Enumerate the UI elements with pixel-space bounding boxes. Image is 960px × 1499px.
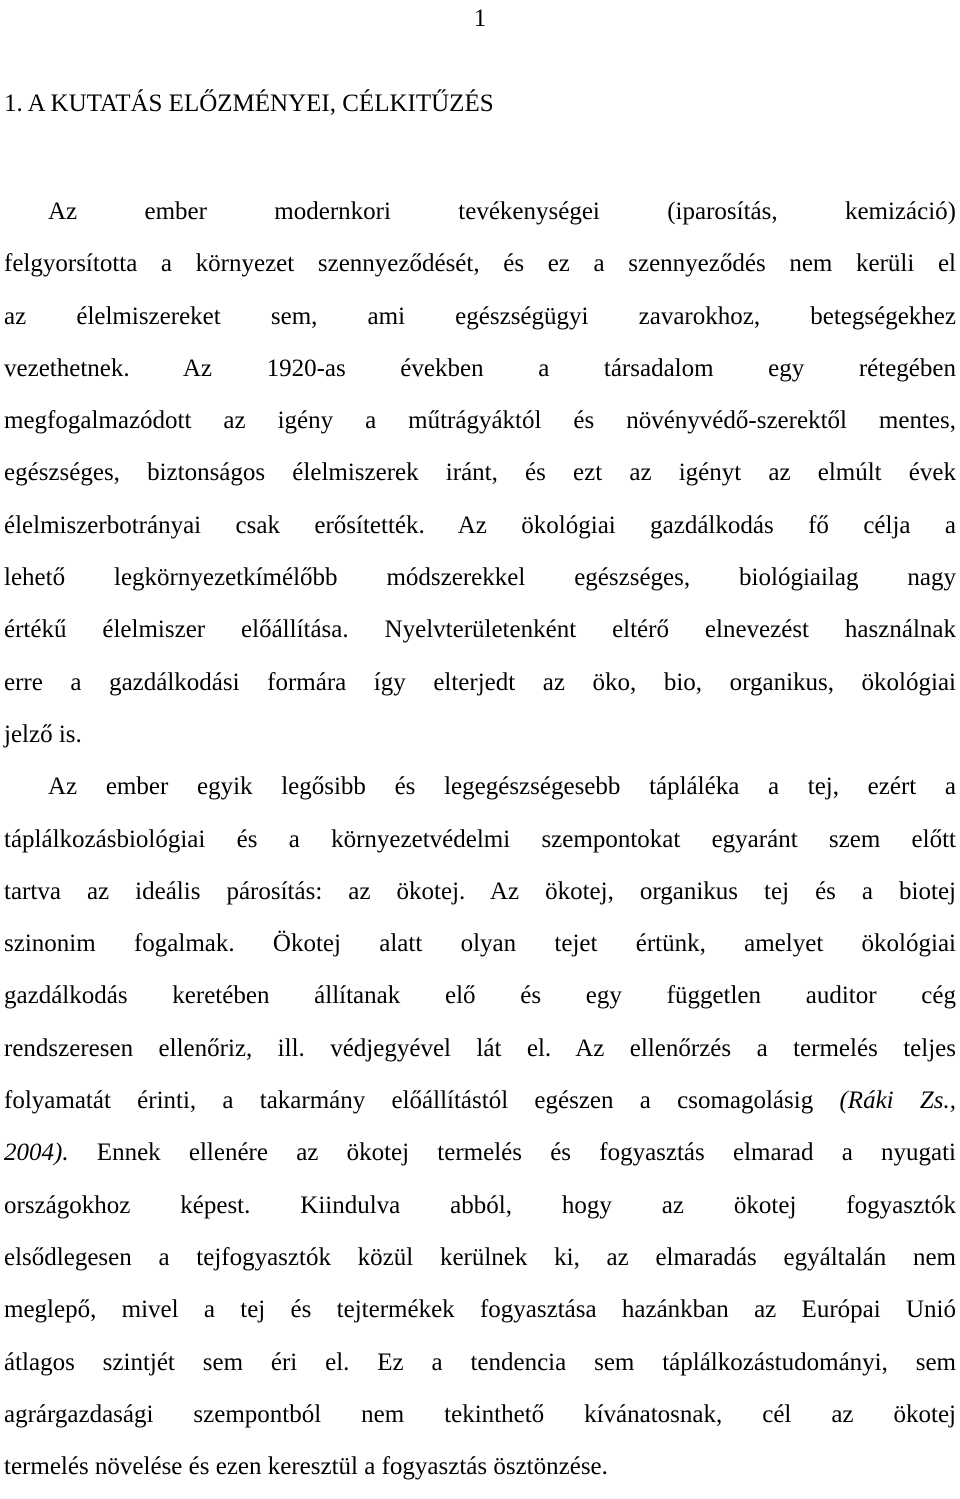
text-line: átlagos szintjét sem éri el. Ez a tendencia sem táplálkozástudományi, sem: [4, 1348, 956, 1376]
text-line: szinonim fogalmak. Ökotej alatt olyan tejet értünk, amelyet ökológiai: [4, 930, 956, 958]
text-segment: folyamatát érinti, a takarmány előállítástól egészen a csomagolásig: [4, 1087, 840, 1115]
text-line: értékű élelmiszer előállítása. Nyelvterületenként eltérő elnevezést használnak: [4, 616, 956, 644]
text-line: táplálkozásbiológiai és a környezetvédelmi szempontokat egyaránt szem előtt: [4, 825, 956, 853]
text-line: az élelmiszereket sem, ami egészségügyi zavarokhoz, betegségekhez: [4, 302, 956, 330]
text-line: agrárgazdasági szempontból nem tekinthető kívánatosnak, cél az ökotej: [4, 1400, 956, 1428]
citation: (Ráki Zs.,: [839, 1087, 956, 1115]
text-line: élelmiszerbotrányai csak erősítették. Az ökológiai gazdálkodás fő célja a: [4, 511, 956, 539]
text-line: tartva az ideális párosítás: az ökotej. Az ökotej, organikus tej és a biotej: [4, 877, 956, 905]
text-line: jelző is.: [4, 720, 82, 748]
chapter-heading: 1. A KUTATÁS ELŐZMÉNYEI, CÉLKITŰZÉS: [4, 90, 494, 117]
text-line: felgyorsította a környezet szennyeződését, és ez a szennyeződés nem kerüli el: [4, 250, 956, 278]
text-line: elsődlegesen a tejfogyasztók közül kerülnek ki, az elmaradás egyáltalán nem: [4, 1243, 956, 1271]
text-line: Az ember modernkori tevékenységei (iparosítás, kemizáció): [48, 198, 956, 225]
text-line: országokhoz képest. Kiindulva abból, hogy az ökotej fogyasztók: [4, 1191, 956, 1219]
text-segment: Ennek ellenére az ökotej termelés és fogyasztás elmarad a nyugati: [68, 1139, 956, 1167]
text-line: egészséges, biztonságos élelmiszerek iránt, és ezt az igényt az elmúlt évek: [4, 459, 956, 487]
page-number: 1: [473, 5, 487, 32]
text-line: erre a gazdálkodási formára így elterjedt az öko, bio, organikus, ökológiai: [4, 668, 956, 696]
text-line: rendszeresen ellenőriz, ill. védjegyével lát el. Az ellenőrzés a termelés teljes: [4, 1034, 956, 1062]
text-line: termelés növelése és ezen keresztül a fogyasztás ösztönzése.: [4, 1453, 608, 1481]
body-text: [4, 186, 956, 1493]
text-line: lehető legkörnyezetkímélőbb módszerekkel egészséges, biológiailag nagy: [4, 564, 956, 592]
text-line: Az ember egyik legősibb és legegészségesebb tápláléka a tej, ezért a: [48, 773, 956, 801]
paragraph-2: [4, 761, 956, 1493]
citation: 2004).: [4, 1139, 69, 1167]
text-line: [4, 1075, 956, 1127]
text-line: meglepő, mivel a tej és tejtermékek fogyasztása hazánkban az Európai Unió: [4, 1296, 956, 1324]
text-line: megfogalmazódott az igény a műtrágyáktól és növényvédő-szerektől mentes,: [4, 407, 956, 435]
text-line: vezethetnek. Az 1920-as években a társadalom egy rétegében: [4, 354, 956, 382]
text-line: [4, 1127, 956, 1179]
text-line: gazdálkodás keretében állítanak elő és egy független auditor cég: [4, 982, 956, 1010]
paragraph-1: [4, 186, 956, 761]
